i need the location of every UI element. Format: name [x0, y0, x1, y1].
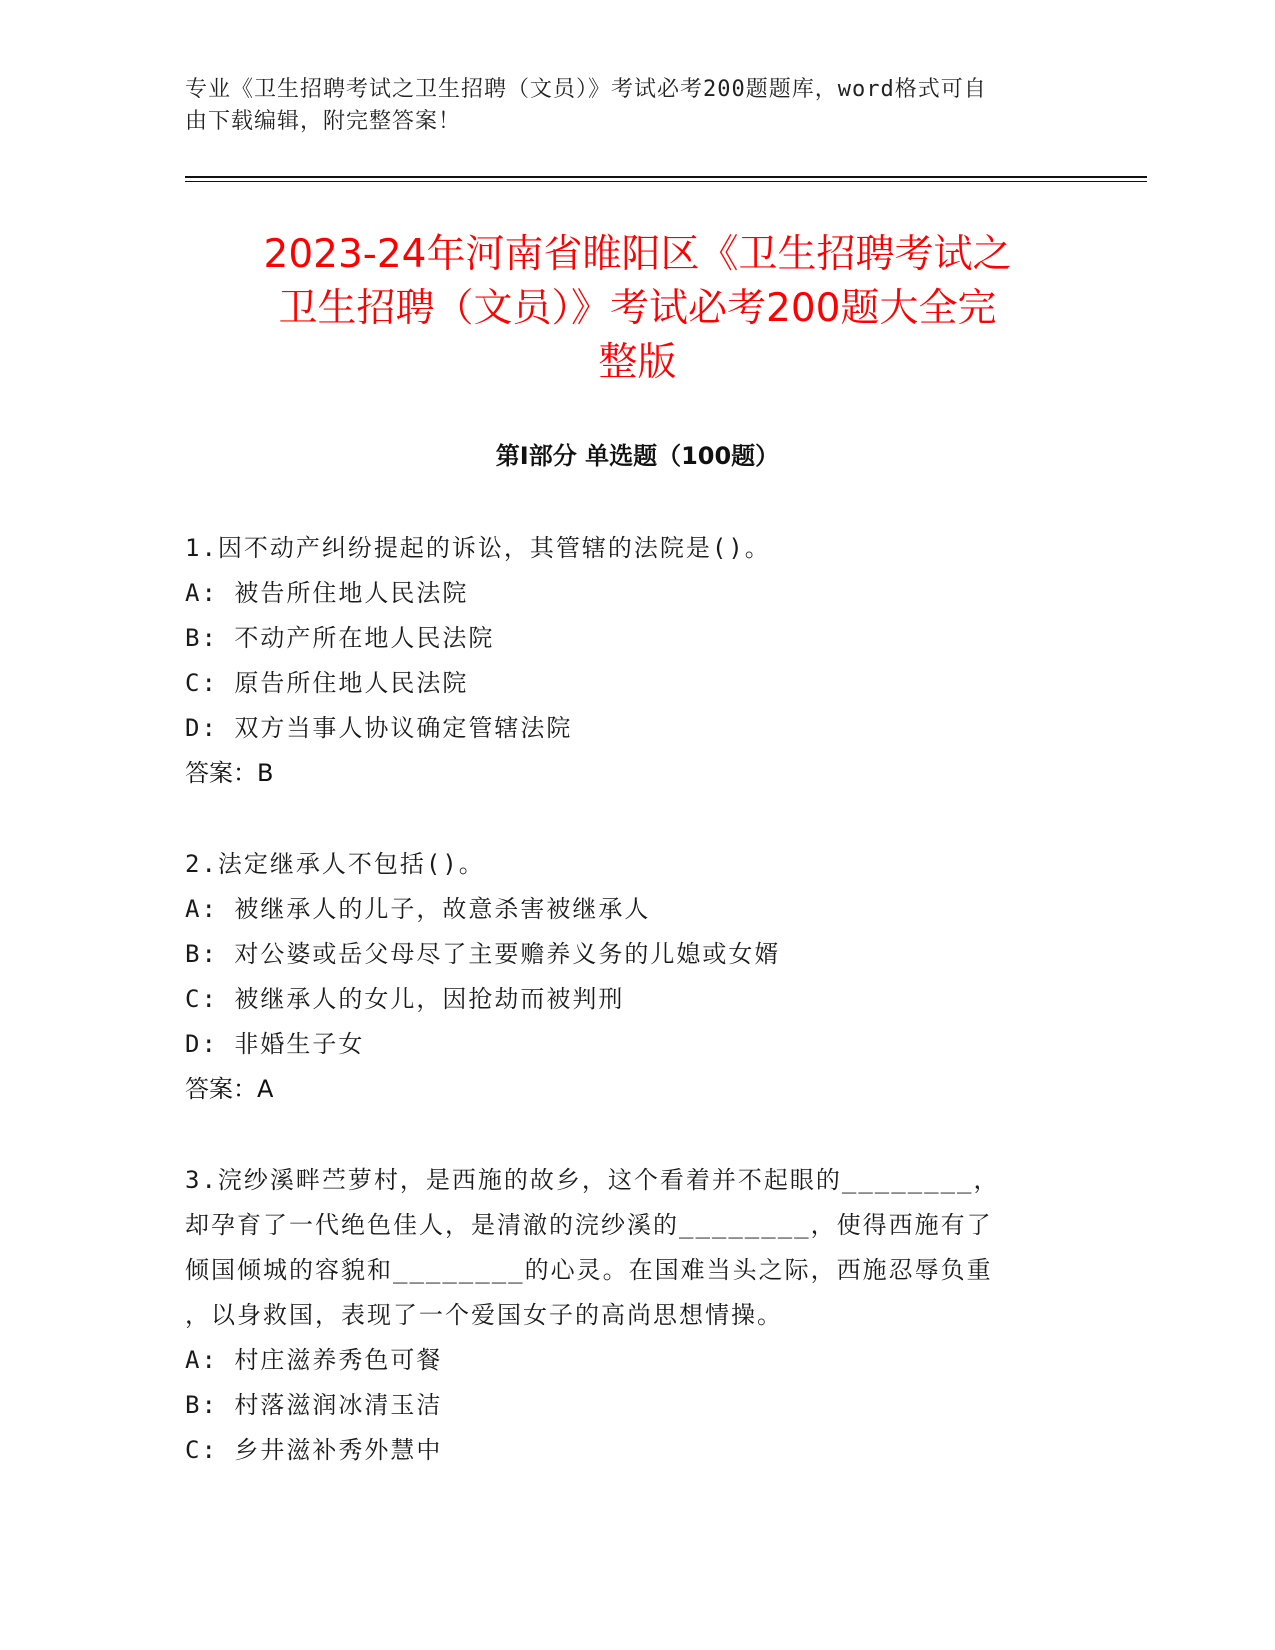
option-b: B: 对公婆或岳父母尽了主要赡养义务的儿媳或女婿 [185, 940, 781, 968]
document-title [150, 228, 1125, 390]
option-b: B: 不动产所在地人民法院 [185, 624, 495, 652]
question-1 [185, 526, 1065, 796]
option-c: C: 原告所住地人民法院 [185, 669, 469, 697]
header-note-line-1: 专业《卫生招聘考试之卫生招聘（文员）》考试必考200题题库，word格式可自 [185, 77, 987, 102]
option-d: D: 双方当事人协议确定管辖法院 [185, 714, 573, 742]
header-divider-thin [185, 181, 1147, 182]
question-stem: 1.因不动产纠纷提起的诉讼，其管辖的法院是()。 [185, 534, 771, 562]
document-title-line-3: 整版 [598, 340, 677, 385]
option-c: C: 乡井滋补秀外慧中 [185, 1436, 443, 1464]
option-a: A: 被告所住地人民法院 [185, 579, 469, 607]
question-stem: 2.法定继承人不包括()。 [185, 850, 485, 878]
question-stem-line-4: ，以身救国，表现了一个爱国女子的高尚思想情操。 [185, 1301, 783, 1329]
option-b: B: 村落滋润冰清玉洁 [185, 1391, 443, 1419]
section-title: 第I部分 单选题（100题） [495, 442, 780, 470]
option-a: A: 被继承人的儿子，故意杀害被继承人 [185, 895, 651, 923]
header-divider-thick [185, 176, 1147, 178]
question-2 [185, 842, 1065, 1112]
document-title-line-2: 卫生招聘（文员）》考试必考200题大全完 [278, 286, 997, 331]
question-stem-line-2: 却孕育了一代绝色佳人，是清澈的浣纱溪的________，使得西施有了 [185, 1211, 993, 1239]
question-stem-line-1: 3.浣纱溪畔苎萝村，是西施的故乡，这个看着并不起眼的________， [185, 1166, 1000, 1194]
option-d: D: 非婚生子女 [185, 1030, 365, 1058]
question-list [185, 526, 1065, 1519]
answer-label: 答案：B [185, 759, 274, 787]
question-stem-line-3: 倾国倾城的容貌和________的心灵。在国难当头之际，西施忍辱负重 [185, 1256, 993, 1284]
header-note-line-2: 由下载编辑，附完整答案！ [185, 109, 462, 134]
question-3 [185, 1158, 1065, 1473]
header-note [185, 74, 1065, 138]
answer-label: 答案：A [185, 1075, 274, 1103]
option-a: A: 村庄滋养秀色可餐 [185, 1346, 443, 1374]
option-c: C: 被继承人的女儿，因抢劫而被判刑 [185, 985, 625, 1013]
document-title-line-1: 2023-24年河南省睢阳区《卫生招聘考试之 [263, 232, 1012, 277]
